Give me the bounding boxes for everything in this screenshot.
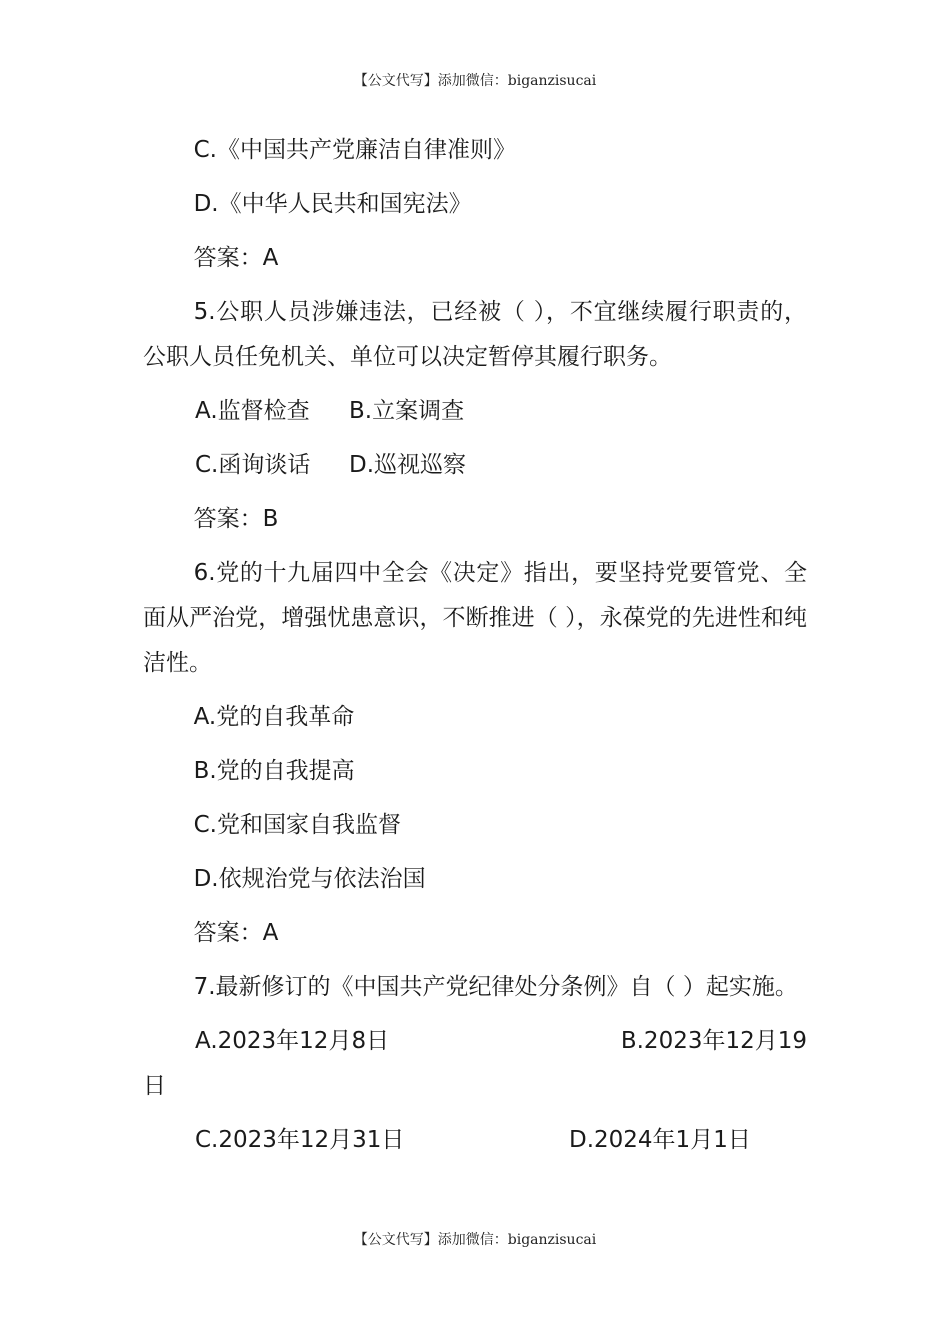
q7-option-c: C.2023年12月31日 — [195, 1127, 405, 1153]
q7-option-d: D.2024年1月1日 — [569, 1127, 751, 1153]
q7-options-row-2 — [143, 1118, 807, 1163]
q6-option-d: D.依规治党与依法治国 — [193, 866, 426, 892]
q7-option-a: A.2023年12月8日 — [195, 1028, 390, 1054]
q4-option-c: C.《中国共产党廉洁自律准则》 — [193, 137, 516, 163]
q7-option-b: B.2023年12月19 — [620, 1028, 807, 1054]
q6-option-c: C.党和国家自我监督 — [193, 812, 401, 838]
q4-option-d: D.《中华人民共和国宪法》 — [193, 191, 472, 217]
q5-option-a: A.监督检查 — [195, 398, 310, 424]
page-footer: 【公文代写】添加微信：biganzisucai — [353, 1232, 597, 1248]
q6-answer: 答案：A — [193, 920, 279, 946]
q5-option-b: B.立案调查 — [349, 398, 465, 424]
q5-option-d: D.巡视巡察 — [349, 452, 467, 478]
q5-question: 5.公职人员涉嫌违法，已经被（ ），不宜继续履行职责的，公职人员任免机关、单位可以决定暂停其履行职务。 — [143, 299, 807, 370]
q5-answer: 答案：B — [193, 506, 279, 532]
q5-options-row-2 — [143, 443, 807, 488]
q6-option-a: A.党的自我革命 — [193, 704, 355, 730]
q6-option-b: B.党的自我提高 — [193, 758, 355, 784]
q5-options-row-1 — [143, 389, 807, 434]
q6-question: 6.党的十九届四中全会《决定》指出，要坚持党要管党、全面从严治党，增强忧患意识，不断推进（ ），永葆党的先进性和纯洁性。 — [143, 560, 807, 676]
q7-options-row-1 — [143, 1019, 807, 1109]
document-body — [143, 128, 807, 1172]
q5-option-c: C.函询谈话 — [195, 452, 311, 478]
q7-question: 7.最新修订的《中国共产党纪律处分条例》自（ ）起实施。 — [193, 974, 798, 1000]
page-header: 【公文代写】添加微信：biganzisucai — [353, 73, 597, 89]
q7-option-b-continuation: 日 — [143, 1073, 166, 1099]
q4-answer: 答案：A — [193, 245, 279, 271]
